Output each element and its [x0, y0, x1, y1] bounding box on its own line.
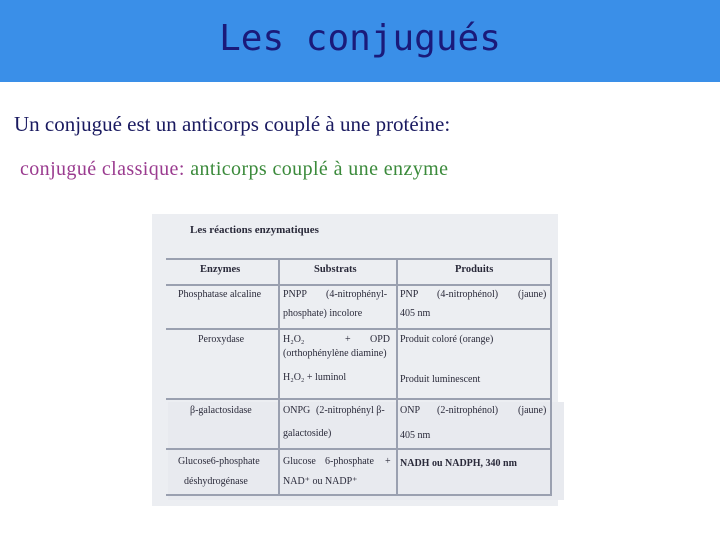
- table-cell: (2-nitrophényl β-: [316, 405, 385, 416]
- table-rule: [278, 258, 280, 494]
- table-cell: galactoside): [283, 428, 332, 439]
- table-cell: Phosphatase alcaline: [178, 289, 262, 300]
- table-cell: PNP: [400, 289, 419, 300]
- table-rule: [396, 258, 398, 494]
- definition-text: Un conjugué est un anticorps couplé à une protéine:: [14, 112, 451, 136]
- classic-conjugate-text: [20, 158, 448, 181]
- table-cell: Produit coloré (orange): [400, 334, 494, 345]
- table-cell: Glucose: [283, 456, 316, 467]
- table-rule: [166, 494, 552, 496]
- table-cell: H₂O₂ + luminol: [283, 372, 347, 383]
- table-header-enzymes: Enzymes: [200, 264, 241, 275]
- table-cell: ONP: [400, 405, 421, 416]
- table-cell: (2-nitrophénol): [437, 405, 499, 416]
- table-cell: +: [385, 456, 391, 467]
- table-cell: ONPG: [283, 405, 311, 416]
- table-header-substrats: Substrats: [314, 264, 357, 275]
- table-rule: [166, 284, 552, 286]
- table-cell: H₂O₂: [283, 334, 305, 345]
- slide-title: Les conjugués: [219, 18, 501, 59]
- table-cell: OPD: [370, 334, 391, 345]
- table-cell: Peroxydase: [198, 334, 245, 345]
- table-rule: [166, 328, 552, 330]
- table-cell: Produit luminescent: [400, 374, 481, 385]
- table-cell: (4-nitrophénol): [437, 289, 499, 300]
- table-cell: 405 nm: [400, 308, 431, 319]
- classic-conjugate-label: conjugué classique:: [20, 158, 185, 180]
- table-cell: (orthophénylène diamine): [283, 348, 387, 359]
- table-cell: β-galactosidase: [190, 405, 252, 416]
- table-cell: phosphate) incolore: [283, 308, 363, 319]
- table-cell: Glucose6-phosphate: [178, 456, 260, 467]
- table-cell: +: [345, 334, 351, 345]
- table-cell: (jaune): [518, 289, 547, 300]
- table-cell: (jaune): [518, 405, 547, 416]
- table-cell: (4-nitrophényl-: [326, 289, 388, 300]
- table-header-produits: Produits: [455, 264, 494, 275]
- table-rule: [166, 398, 552, 400]
- table-rule: [166, 258, 552, 260]
- table-cell: PNPP: [283, 289, 307, 300]
- table-cell: 405 nm: [400, 430, 431, 441]
- table-caption: Les réactions enzymatiques: [190, 224, 319, 236]
- table-cell: NADH ou NADPH, 340 nm: [400, 458, 517, 469]
- classic-conjugate-definition: anticorps couplé à une enzyme: [190, 158, 449, 180]
- table-cell: déshydrogénase: [184, 476, 248, 487]
- table-rule: [550, 258, 552, 494]
- table-cell: 6-phosphate: [325, 456, 374, 467]
- table-cell: NAD⁺ ou NADP⁺: [283, 476, 358, 487]
- table-rule: [166, 448, 552, 450]
